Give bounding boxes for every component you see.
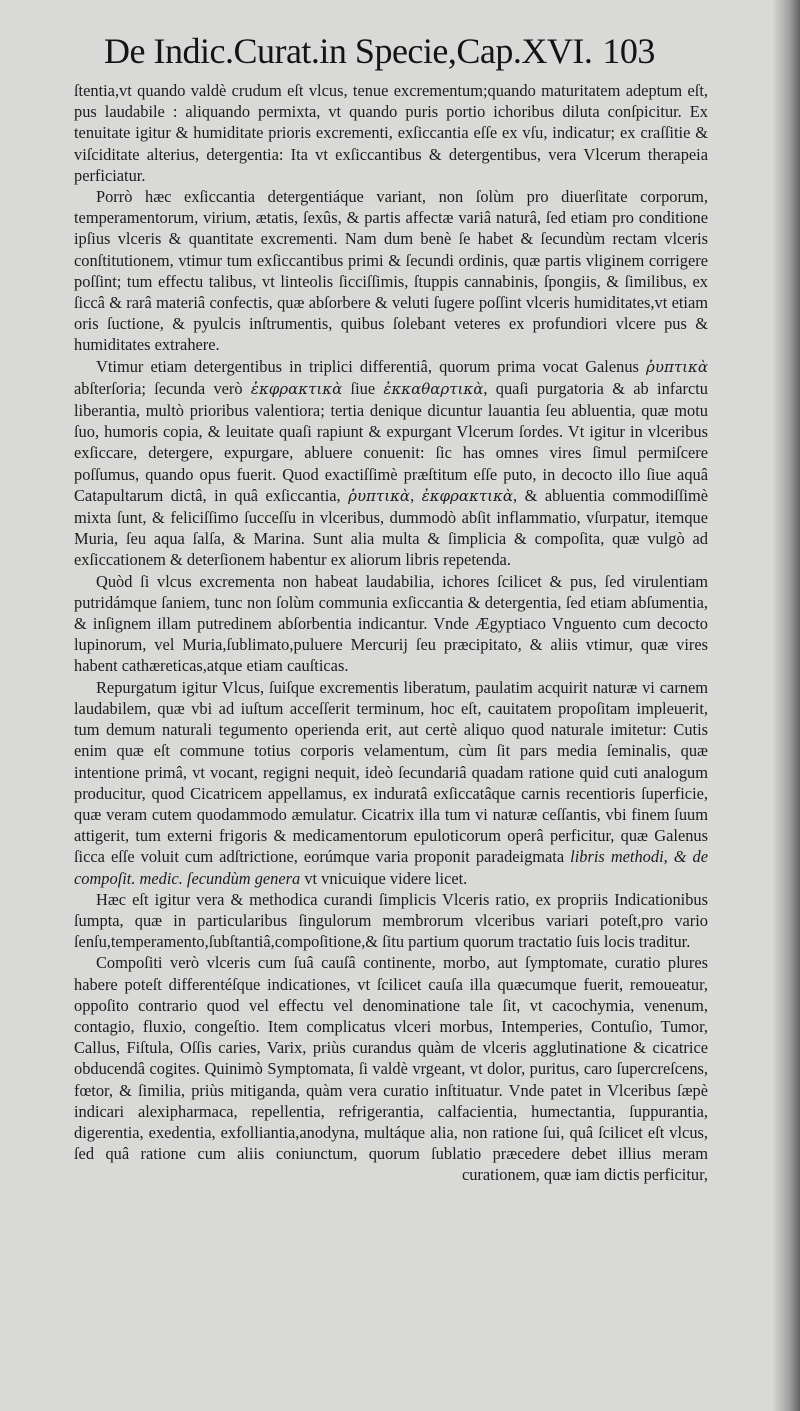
paragraph-2: Porrò hæc exſiccantia detergentiáque variant, non ſolùm pro diuerſitate corporum, temperamentorum, virium, ætatis, ſexûs, & partis affectæ variâ naturâ, ſed etiam pro conditione ipſius vlceris & quantitate excrementi. Nam dum benè ſe habet & ſecundùm rectam vlceris conſtitutionem, vtimur tum exſiccantibus primi & ſecundi ordinis, quæ partis vliginem corrigere poſſint; tum effectu talibus, vt linteolis ſicciſſimis, ſtuppis cannabinis, ſpongiis, & ſimilibus, ex ſiccâ & rarâ materiâ confectis, quæ abſorbere & veluti ſugere poſſint vlceris humiditates,vt etiam oris ſuctione, & pyulcis inſtrumentis, quibus ſolebant veteres ex profundiori vlcere pus & humiditates extrahere.: [74, 187, 708, 355]
paragraph-7: Compoſiti verò vlceris cum ſuâ cauſâ continente, morbo, aut ſymptomate, curatio plures habere poteſt differentéſque indicationes, vt ſcilicet cauſa illa quæcumque fuerit, remoueatur, oppoſito contrario quod vel effectu vel denominatione tale ſit, vt cacochymia, venenum, contagio, fluxio, congeſtio. Item complicatus vlceri morbus, Intemperies, Contuſio, Tumor, Callus, Fiſtula, Oſſis caries, Varix, priùs curandus quàm de vlceris agglutinatione & cicatrice obducendâ cogites. Quinimò Symptomata, ſi valdè vrgeant, vt dolor, puritus, caro ſupercreſcens, fœtor, & ſimilia, priùs mitiganda, quàm vera curatio inſtituatur. Vnde patet in Vlceribus ſæpè indicari alexipharmaca, repellentia, refrigerantia, calfacientia, humectantia, ſuppurantia, digerentia, exedentia, exfolliantia,anodyna, multáque alia, non ratione ſui, quâ ſcilicet eſt vlcus, ſed quâ ratione cum aliis coniunctum, quorum ſublatio præcedere debet illius meram curationem, quæ iam dictis perficitur,: [74, 953, 708, 1185]
page-number: 103: [602, 31, 655, 71]
paragraph-3-text-a: Vtimur etiam detergentibus in triplici differentiâ, quorum prima vocat Galenus: [96, 356, 647, 376]
paragraph-1: ſtentia,vt quando valdè crudum eſt vlcus, tenue excrementum;quando maturitatem adeptum eſt, pus laudabile : aliquando permixta, vt quando puris portio ichoribus diluta conſpicitur. Ex tenuitate igitur & humiditate prioris excrementi, exſiccantia eſſe ex vſu, indicatur; ex craſſitie & viſciditate alterius, detergentia: Ita vt exſiccantibus & detergentibus, vera Vlcerum therapeia perficiatur.: [74, 81, 708, 185]
page-edge-shadow: [772, 0, 800, 1411]
greek-term: ῥυπτικὰ: [646, 357, 708, 376]
body-text: [74, 80, 708, 1186]
paragraph-5-text-a: Repurgatum igitur Vlcus, ſuiſque excrementis liberatum, paulatim acquirit naturæ vi carnem laudabilem, quæ vbi ad iuſtum acceſſerit terminum, hoc eſt, cauitatem propoſitam impleuerit, tum demum naturali tegumento operienda erit, aut certè aliquo quod naturale imitetur: Cutis enim quæ eſt commune totius corporis velamentum, cùm ſit pars media ſeminalis, quæ intentione primâ, vt vocant, regigni nequit, ideò ſecundariâ quadam ratione quid cuti analogum producitur, quod Cicatricem appellamus, ex induratâ exſiccatâque carnis recentioris ſuperficie, quæ veram cutem quodammodo æmulatur. Cicatrix illa tum vi naturæ ceſſantis, vbi finem ſuum attigerit, tum externi frigoris & medicamentorum epuloticorum operâ perficitur, quæ Galenus ſicca eſſe voluit cum adſtrictione, eorúmque varia proponit paradeigmata: [74, 677, 708, 867]
greek-term: ἐκφρακτικὰ: [250, 379, 343, 398]
paragraph-6: Hæc eſt igitur vera & methodica curandi ſimplicis Vlceris ratio, ex propriis Indicationibus ſumpta, quæ in particularibus ſingulorum membrorum vlceribus variari poteſt,pro vario ſenſu,temperamento,ſubſtantiâ,compoſitione,& ſitu partium quorum tractatio ſuis locis traditur.: [74, 889, 708, 952]
paragraph-3-text-e: ,: [410, 485, 422, 505]
paragraph-5-text-b: vt vnicuique videre licet.: [300, 868, 468, 888]
greek-term: ἐκφρακτικὰ: [421, 486, 513, 505]
header-title: De Indic.Curat.in Specie,Cap.XVI.: [104, 31, 593, 71]
greek-term: ῥυπτικὰ: [348, 486, 411, 505]
running-header: [104, 30, 704, 72]
paragraph-3: [74, 356, 708, 571]
paragraph-3-text-c: ſiue: [342, 378, 384, 398]
paragraph-3-text-d: , quaſi purgatoria & ab infarctu liberantia, multò prioribus valentiora; tertia denique dicuntur lauantia ſeu abluentia, quæ motu ſuo, humoris copia, & leuitate quaſi rapiunt & expurgant Vlcerum ſordes. Vt igitur in vlceribus exſiccare, detergere, expurgare, abluere conuenit: ſic has omnes vires ſimul permiſcere poſſumus, quando opus fuerit. Quod exactiſſimè præſtitum eſſe puto, in decocto illo ſiue aquâ Catapultarum dictâ, in quâ exſiccantia,: [74, 378, 708, 505]
greek-term: ἐκκαθαρτικὰ: [383, 379, 484, 398]
paragraph-5: [74, 677, 708, 889]
italic-citation: libris methodi, & de compoſit. medic. ſecundùm genera: [74, 847, 708, 888]
paragraph-4: Quòd ſi vlcus excrementa non habeat laudabilia, ichores ſcilicet & pus, ſed virulentiam putridámque ſaniem, tunc non ſolùm communia exſiccantia & detergentia, ſed etiam abſumentia, & inſignem illam putredinem abſorbentia indicantur. Vnde Ægyptiaco Vnguento cum decocto lupinorum, vel Muria,ſublimato,puluere Mercurij ſeu præcipitato, & aliis vtimur, quæ vires habent cathæreticas,atque etiam cauſticas.: [74, 571, 708, 676]
paragraph-3-text-b: abſterſoria; ſecunda verò: [74, 378, 251, 398]
paragraph-3-text-f: , & abluentia commodiſſimè mixta ſunt, & feliciſſimo ſucceſſu in vlceribus, dummodò abſit inflammatio, vſurpatur, itemque Muria, ſeu aqua ſalſa, & Marina. Sunt alia multa & ſimplicia & compoſita, quæ vulgò ad exſiccationem & deterſionem habentur ex aliorum libris repetenda.: [74, 485, 708, 570]
